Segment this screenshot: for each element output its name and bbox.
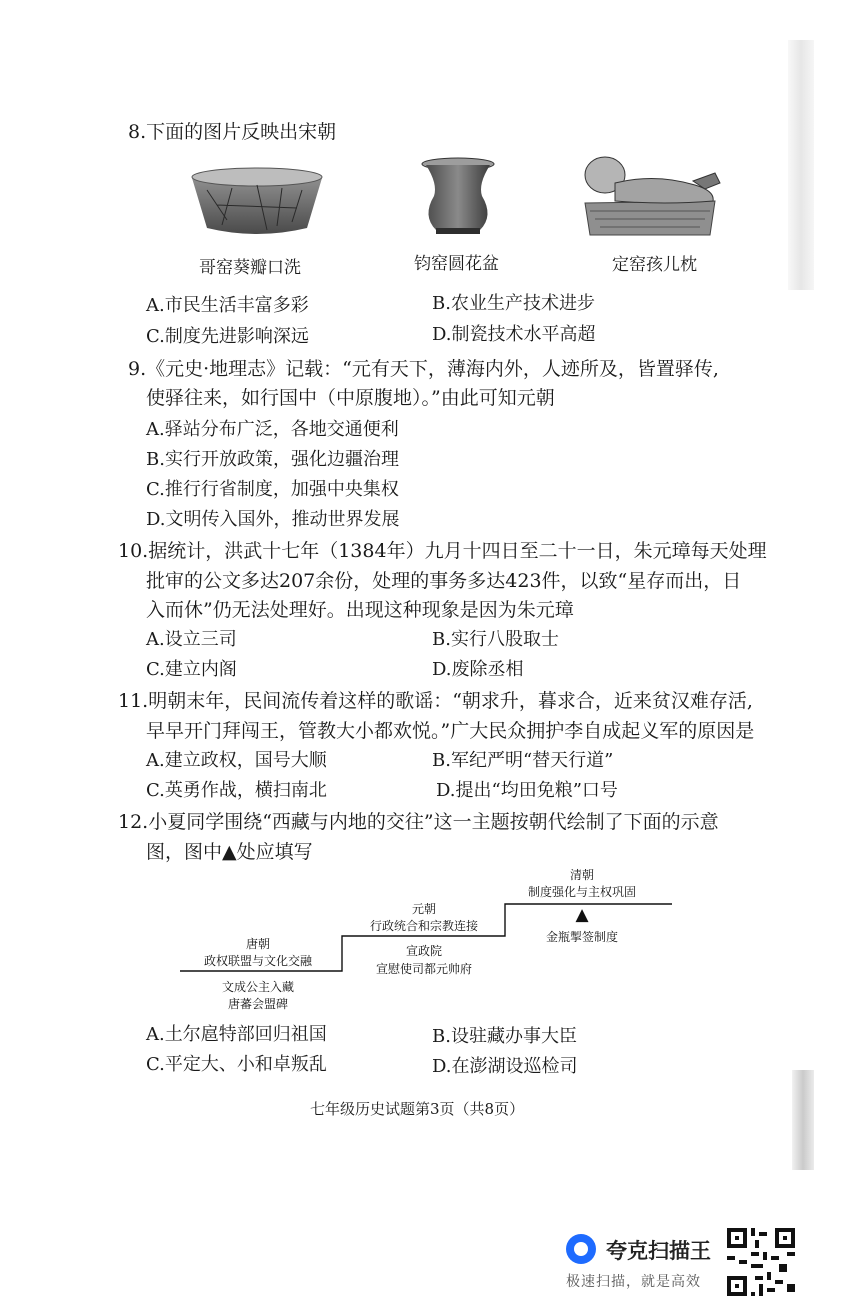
q11-option-a: A.建立政权，国号大顺	[146, 750, 327, 771]
q10-option-a: A.设立三司	[146, 629, 237, 650]
q10-option-b: B.实行八股取士	[432, 629, 559, 650]
diagram-yuan-title: 元朝	[411, 902, 436, 916]
q11-option-d: D.提出“均田免粮”口号	[436, 780, 618, 801]
q9-option-c: C.推行行省制度，加强中央集权	[146, 479, 399, 500]
scanner-slogan: 极速扫描，就是高效	[566, 1273, 701, 1289]
q9-option-a: A.驿站分布广泛，各地交通便利	[146, 419, 399, 440]
pot-image-1	[187, 160, 327, 240]
q10-line-3: 入而休”仍无法处理好。出现这种现象是因为朱元璋	[146, 599, 574, 621]
diagram-yuan-event-1: 宣政院	[405, 944, 442, 958]
q12-option-d: D.在澎湖设巡检司	[432, 1056, 578, 1077]
q10-line-2: 批审的公文多达207余份，处理的事务多达423件，以致“星存而出，日	[146, 570, 742, 592]
q12-option-c: C.平定大、小和卓叛乱	[146, 1054, 327, 1075]
q11-line-2: 早早开门拜闯王，管教大小都欢悦。”广大民众拥护李自成起义军的原因是	[146, 720, 755, 742]
diagram-tang-theme: 政权联盟与文化交融	[203, 954, 312, 968]
scanner-logo-icon	[566, 1234, 596, 1264]
diagram-qing-theme: 制度强化与主权巩固	[527, 885, 636, 899]
q12-option-a: A.土尔扈特部回归祖国	[146, 1024, 327, 1045]
q9-line-2: 使驿往来，如行国中（中原腹地）。”由此可知元朝	[146, 387, 555, 409]
q12-line-2: 图，图中▲处应填写	[146, 841, 313, 863]
q8-caption-1: 哥窑葵瓣口洗	[199, 258, 301, 278]
q10-option-d: D.废除丞相	[432, 659, 524, 680]
diagram-marker: ▲	[575, 905, 589, 925]
q8-option-b: B.农业生产技术进步	[432, 293, 595, 314]
q8-stem: 8.下面的图片反映出宋朝	[128, 121, 337, 143]
q8-option-d: D.制瓷技术水平高超	[432, 324, 596, 345]
q12-option-b: B.设驻藏办事大臣	[432, 1026, 577, 1047]
diagram-qing-title: 清朝	[569, 868, 594, 882]
pot-image-3	[575, 153, 725, 238]
diagram-tang-title: 唐朝	[245, 937, 270, 951]
diagram-yuan-theme: 行政统合和宗教连接	[369, 919, 478, 933]
q8-caption-2: 钧窑圆花盆	[414, 254, 499, 274]
diagram-tang-event-1: 文成公主入藏	[221, 980, 294, 994]
q11-option-c: C.英勇作战，横扫南北	[146, 780, 327, 801]
scan-edge-shadow-lower	[792, 1070, 814, 1170]
q8-caption-3: 定窑孩儿枕	[612, 255, 697, 275]
pot-image-2	[418, 156, 498, 236]
q11-option-b: B.军纪严明“替天行道”	[432, 750, 614, 771]
q9-line-1: 9.《元史·地理志》记载：“元有天下，薄海内外，人迹所及，皆置驿传,	[128, 358, 719, 380]
q9-option-b: B.实行开放政策，强化边疆治理	[146, 449, 399, 470]
q9-option-d: D.文明传入国外，推动世界发展	[146, 509, 400, 530]
diagram-yuan-event-2: 宣慰使司都元帅府	[375, 962, 472, 976]
qr-code-icon	[727, 1228, 795, 1296]
q8-option-a: A.市民生活丰富多彩	[146, 295, 309, 316]
q10-option-c: C.建立内阁	[146, 659, 237, 680]
q11-line-1: 11.明朝末年，民间流传着这样的歌谣：“朝求升，暮求合，近来贫汉难存活,	[118, 690, 753, 712]
diagram-tang-event-2: 唐蕃会盟碑	[227, 997, 288, 1011]
q8-option-c: C.制度先进影响深远	[146, 326, 309, 347]
diagram-qing-event: 金瓶掣签制度	[545, 930, 618, 944]
q10-line-1: 10.据统计，洪武十七年（1384年）九月十四日至二十一日，朱元璋每天处理	[118, 540, 767, 562]
scanner-brand: 夸克扫描王	[606, 1240, 711, 1263]
scan-edge-shadow	[788, 40, 814, 290]
q12-line-1: 12.小夏同学围绕“西藏与内地的交往”这一主题按朝代绘制了下面的示意	[118, 811, 719, 833]
page-footer: 七年级历史试题第3页（共8页）	[310, 1100, 525, 1118]
